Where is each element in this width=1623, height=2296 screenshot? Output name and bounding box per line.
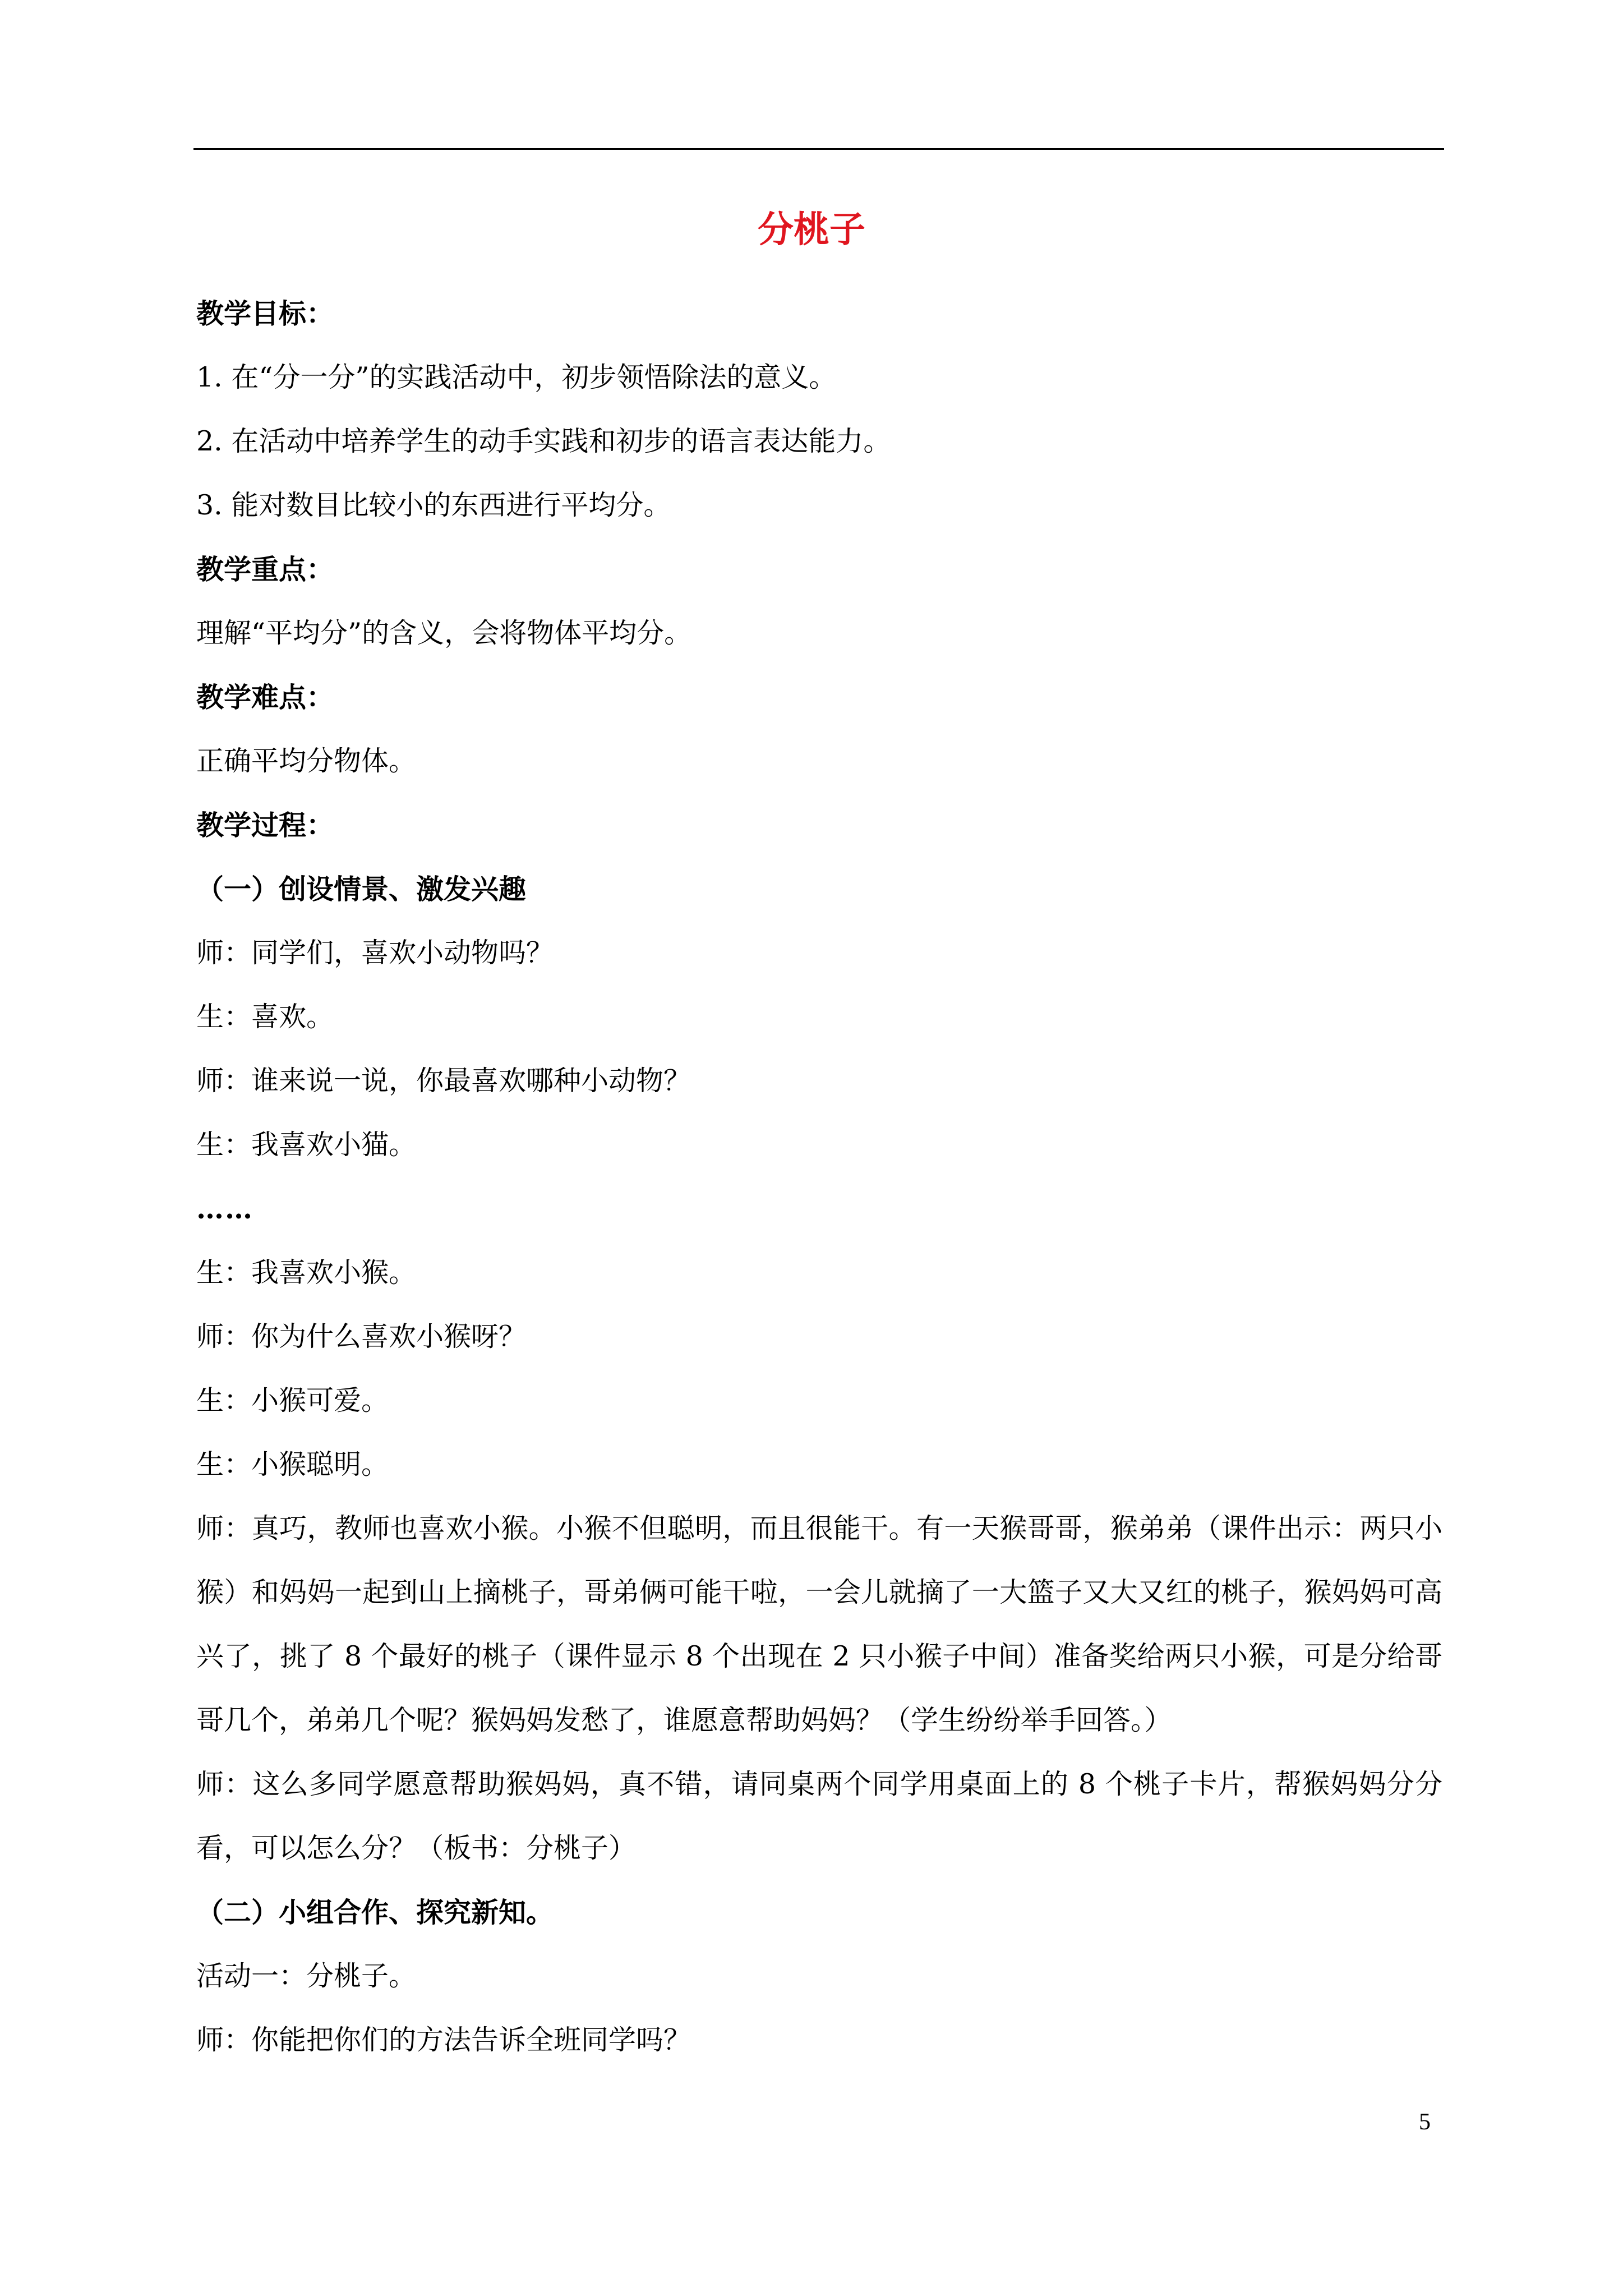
dialogue-paragraph: 师：真巧，教师也喜欢小猴。小猴不但聪明，而且很能干。有一天猴哥哥，猴弟弟（课件出示：两只小猴）和妈妈一起到山上摘桃子，哥弟俩可能干啦，一会儿就摘了一大篮子又大又红的桃子，猴妈妈可高兴了，挑了 8 个最好的桃子（课件显示 8 个出现在 2 只小猴子中间）准备奖给两只小猴，可是分给哥哥几个，弟弟几个呢？猴妈妈发愁了，谁愿意帮助妈妈？（学生纷纷举手回答。）: [196, 1512, 1442, 1736]
dialogue-line: 师：你能把你们的方法告诉全班同学吗？: [196, 2024, 691, 2056]
heading-difficulties: 教学难点：: [196, 681, 334, 714]
ellipsis: ……: [196, 1193, 253, 1225]
heading-objectives: 教学目标：: [196, 297, 334, 330]
dialogue-line: 师：你为什么喜欢小猴呀？: [196, 1320, 527, 1352]
document-body: [196, 297, 1442, 2088]
dialogue-line: 生：我喜欢小猫。: [196, 1129, 417, 1161]
difficulty-text: 正确平均分物体。: [196, 745, 417, 777]
page-number: 5: [1419, 2109, 1431, 2135]
heading-process: 教学过程：: [196, 809, 334, 841]
dialogue-line: 生：喜欢。: [196, 1001, 334, 1033]
objective-item: 1. 在“分一分”的实践活动中，初步领悟除法的意义。: [196, 361, 837, 393]
key-point-text: 理解“平均分”的含义，会将物体平均分。: [196, 617, 692, 649]
dialogue-line: 生：小猴可爱。: [196, 1384, 389, 1416]
dialogue-line: 生：小猴聪明。: [196, 1448, 389, 1480]
dialogue-paragraph: 师：这么多同学愿意帮助猴妈妈，真不错，请同桌两个同学用桌面上的 8 个桃子卡片，帮猴妈妈分分看，可以怎么分？（板书：分桃子）: [196, 1768, 1442, 1864]
header-rule: [193, 148, 1444, 150]
page-title: 分桃子: [758, 209, 865, 251]
objective-item: 3. 能对数目比较小的东西进行平均分。: [196, 489, 671, 521]
heading-key-points: 教学重点：: [196, 553, 334, 586]
dialogue-line: 师：谁来说一说，你最喜欢哪种小动物？: [196, 1065, 691, 1097]
dialogue-line: 师：同学们，喜欢小动物吗？: [196, 937, 554, 969]
section-heading-2: （二）小组合作、探究新知。: [196, 1896, 554, 1929]
dialogue-line: 生：我喜欢小猴。: [196, 1257, 417, 1289]
objective-item: 2. 在活动中培养学生的动手实践和初步的语言表达能力。: [196, 425, 891, 457]
section-heading-1: （一）创设情景、激发兴趣: [196, 873, 527, 905]
activity-line: 活动一：分桃子。: [196, 1960, 417, 1992]
